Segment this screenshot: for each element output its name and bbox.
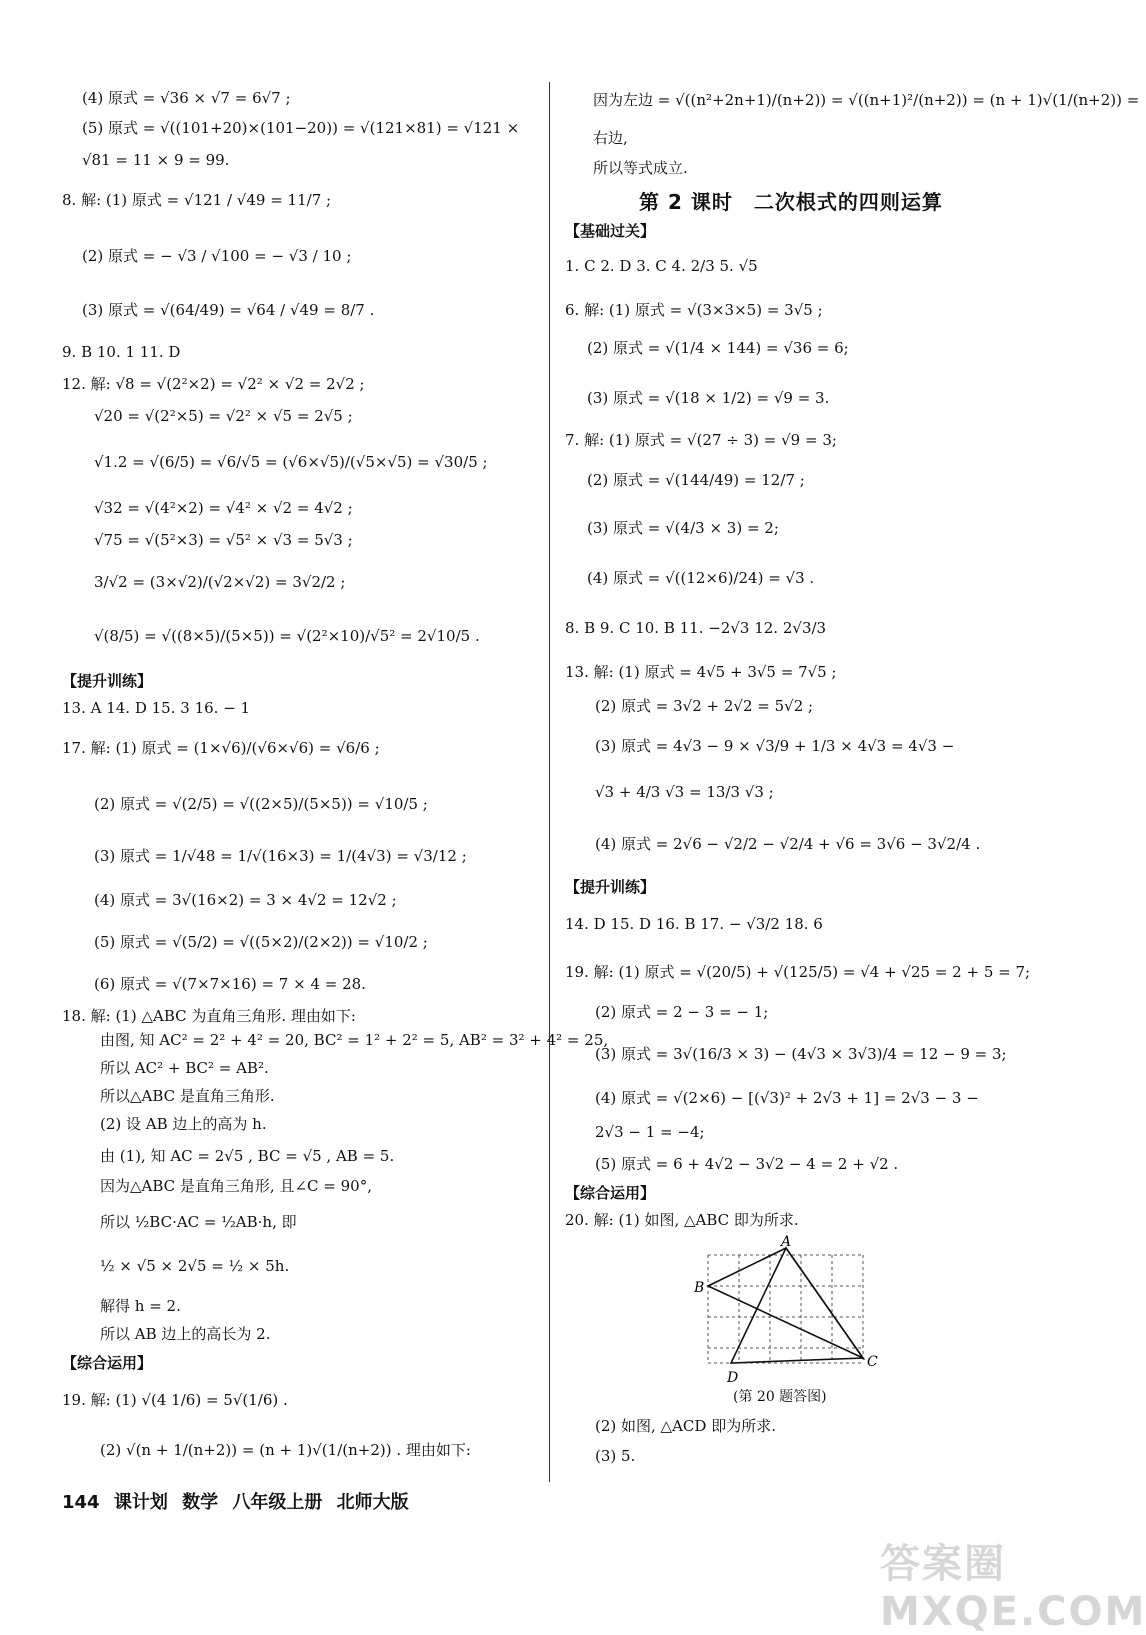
answer-line: 9. B 10. 1 11. D bbox=[62, 343, 181, 361]
page-footer: 144 课计划 数学 八年级上册 北师大版 bbox=[62, 1492, 409, 1513]
answer-line: (4) 原式 = √36 × √7 = 6√7 ; bbox=[82, 89, 291, 107]
section-heading: 【综合运用】 bbox=[565, 1184, 656, 1202]
answer-line: (4) 原式 = √(2×6) − [(√3)² + 2√3 + 1] = 2√3 − 3 − bbox=[595, 1089, 979, 1107]
answer-line: (2) 原式 = √(2/5) = √((2×5)/(5×5)) = √10/5 ; bbox=[94, 795, 428, 813]
answer-line: 12. 解: √8 = √(2²×2) = √2² × √2 = 2√2 ; bbox=[62, 375, 365, 393]
answer-line: 所以 AB 边上的高长为 2. bbox=[100, 1325, 271, 1343]
answer-line: √3 + 4/3 √3 = 13/3 √3 ; bbox=[595, 783, 774, 801]
answer-line: 因为△ABC 是直角三角形, 且∠C = 90°, bbox=[100, 1177, 372, 1195]
answer-line: 所以 AC² + BC² = AB². bbox=[100, 1059, 269, 1077]
answer-line: (2) 原式 = 3√2 + 2√2 = 5√2 ; bbox=[595, 697, 814, 715]
answer-line: 14. D 15. D 16. B 17. − √3/2 18. 6 bbox=[565, 915, 823, 933]
answer-line: (3) 原式 = 1/√48 = 1/√(16×3) = 1/(4√3) = √3/12 ; bbox=[94, 847, 467, 865]
answer-line: 19. 解: (1) √(4 1/6) = 5√(1/6) . bbox=[62, 1391, 288, 1409]
answer-line: (2) 原式 = √(144/49) = 12/7 ; bbox=[587, 471, 805, 489]
answer-line: 1. C 2. D 3. C 4. 2/3 5. √5 bbox=[565, 257, 758, 275]
answer-line: √75 = √(5²×3) = √5² × √3 = 5√3 ; bbox=[94, 531, 353, 549]
answer-line: 因为左边 = √((n²+2n+1)/(n+2)) = √((n+1)²/(n+2)) = (n + 1)√(1/(n+2)) = bbox=[593, 91, 1140, 109]
answer-line: (2) √(n + 1/(n+2)) = (n + 1)√(1/(n+2)) . 理由如下: bbox=[100, 1441, 471, 1459]
answer-line: 17. 解: (1) 原式 = (1×√6)/(√6×√6) = √6/6 ; bbox=[62, 739, 380, 757]
answer-line: 2√3 − 1 = −4; bbox=[595, 1123, 705, 1141]
triangle-grid-figure bbox=[683, 1234, 1023, 1390]
answer-line: (5) 原式 = √((101+20)×(101−20)) = √(121×81) = √121 × bbox=[82, 119, 520, 137]
answer-line: 8. 解: (1) 原式 = √121 / √49 = 11/7 ; bbox=[62, 191, 332, 209]
answer-line: 右边, bbox=[593, 129, 628, 147]
answer-line: (6) 原式 = √(7×7×16) = 7 × 4 = 28. bbox=[94, 975, 366, 993]
answer-line: √(8/5) = √((8×5)/(5×5)) = √(2²×10)/√5² = 2√10/5 . bbox=[94, 627, 480, 645]
answer-line: 3/√2 = (3×√2)/(√2×√2) = 3√2/2 ; bbox=[94, 573, 346, 591]
section-heading: 【提升训练】 bbox=[565, 878, 656, 896]
vertex-label-c: C bbox=[867, 1354, 878, 1370]
vertex-label-b: B bbox=[694, 1280, 705, 1296]
section-heading: 【综合运用】 bbox=[62, 1354, 153, 1372]
figure-caption: (第 20 题答图) bbox=[733, 1389, 827, 1405]
answer-line: 7. 解: (1) 原式 = √(27 ÷ 3) = √9 = 3; bbox=[565, 431, 837, 449]
column-divider bbox=[549, 82, 550, 1482]
answer-line: 所以 ½BC·AC = ½AB·h, 即 bbox=[100, 1213, 297, 1231]
answer-line: √32 = √(4²×2) = √4² × √2 = 4√2 ; bbox=[94, 499, 353, 517]
section-heading: 【提升训练】 bbox=[62, 672, 153, 690]
answer-line: √1.2 = √(6/5) = √6/√5 = (√6×√5)/(√5×√5) = √30/5 ; bbox=[94, 453, 488, 471]
answer-line: (5) 原式 = √(5/2) = √((5×2)/(2×2)) = √10/2 ; bbox=[94, 933, 428, 951]
watermark-logo: 答案圈 MXQE.COM bbox=[880, 1541, 1146, 1635]
answer-line: 由图, 知 AC² = 2² + 4² = 20, BC² = 1² + 2² = 5, AB² = 3² + 4² = 25, bbox=[100, 1031, 609, 1049]
answer-line: (3) 原式 = 3√(16/3 × 3) − (4√3 × 3√3)/4 = 12 − 9 = 3; bbox=[595, 1045, 1007, 1063]
answer-line: (3) 原式 = √(64/49) = √64 / √49 = 8/7 . bbox=[82, 301, 375, 319]
answer-line: (5) 原式 = 6 + 4√2 − 3√2 − 4 = 2 + √2 . bbox=[595, 1155, 899, 1173]
answer-line: (3) 原式 = √(4/3 × 3) = 2; bbox=[587, 519, 779, 537]
vertex-label-d: D bbox=[727, 1370, 739, 1386]
answer-line: 18. 解: (1) △ABC 为直角三角形. 理由如下: bbox=[62, 1007, 356, 1025]
lesson-title: 第 2 课时 二次根式的四则运算 bbox=[639, 190, 943, 214]
answer-line: √20 = √(2²×5) = √2² × √5 = 2√5 ; bbox=[94, 407, 353, 425]
triangle-abc bbox=[708, 1248, 863, 1358]
answer-line: (3) 5. bbox=[595, 1447, 636, 1465]
answer-line: 19. 解: (1) 原式 = √(20/5) + √(125/5) = √4 + √25 = 2 + 5 = 7; bbox=[565, 963, 1031, 981]
answer-line: 由 (1), 知 AC = 2√5 , BC = √5 , AB = 5. bbox=[100, 1147, 395, 1165]
answer-line: (2) 设 AB 边上的高为 h. bbox=[100, 1115, 267, 1133]
answer-line: (4) 原式 = √((12×6)/24) = √3 . bbox=[587, 569, 815, 587]
answer-line: 8. B 9. C 10. B 11. −2√3 12. 2√3/3 bbox=[565, 619, 827, 637]
answer-line: (4) 原式 = 2√6 − √2/2 − √2/4 + √6 = 3√6 − 3√2/4 . bbox=[595, 835, 981, 853]
answer-line: (2) 原式 = √(1/4 × 144) = √36 = 6; bbox=[587, 339, 849, 357]
answer-line: (2) 如图, △ACD 即为所求. bbox=[595, 1417, 776, 1435]
answer-line: ½ × √5 × 2√5 = ½ × 5h. bbox=[100, 1257, 290, 1275]
answer-line: 20. 解: (1) 如图, △ABC 即为所求. bbox=[565, 1211, 799, 1229]
answer-line: 13. 解: (1) 原式 = 4√5 + 3√5 = 7√5 ; bbox=[565, 663, 837, 681]
answer-line: 6. 解: (1) 原式 = √(3×3×5) = 3√5 ; bbox=[565, 301, 823, 319]
answer-line: (3) 原式 = √(18 × 1/2) = √9 = 3. bbox=[587, 389, 830, 407]
vertex-label-a: A bbox=[781, 1234, 792, 1250]
answer-line: 所以等式成立. bbox=[593, 159, 688, 177]
answer-line: √81 = 11 × 9 = 99. bbox=[82, 151, 230, 169]
answer-line: (4) 原式 = 3√(16×2) = 3 × 4√2 = 12√2 ; bbox=[94, 891, 397, 909]
section-heading: 【基础过关】 bbox=[565, 222, 656, 240]
answer-line: 所以△ABC 是直角三角形. bbox=[100, 1087, 275, 1105]
answer-line: 解得 h = 2. bbox=[100, 1297, 181, 1315]
answer-line: (3) 原式 = 4√3 − 9 × √3/9 + 1/3 × 4√3 = 4√3 − bbox=[595, 737, 955, 755]
answer-line: (2) 原式 = 2 − 3 = − 1; bbox=[595, 1003, 769, 1021]
answer-line: (2) 原式 = − √3 / √100 = − √3 / 10 ; bbox=[82, 247, 352, 265]
answer-line: 13. A 14. D 15. 3 16. − 1 bbox=[62, 699, 251, 717]
